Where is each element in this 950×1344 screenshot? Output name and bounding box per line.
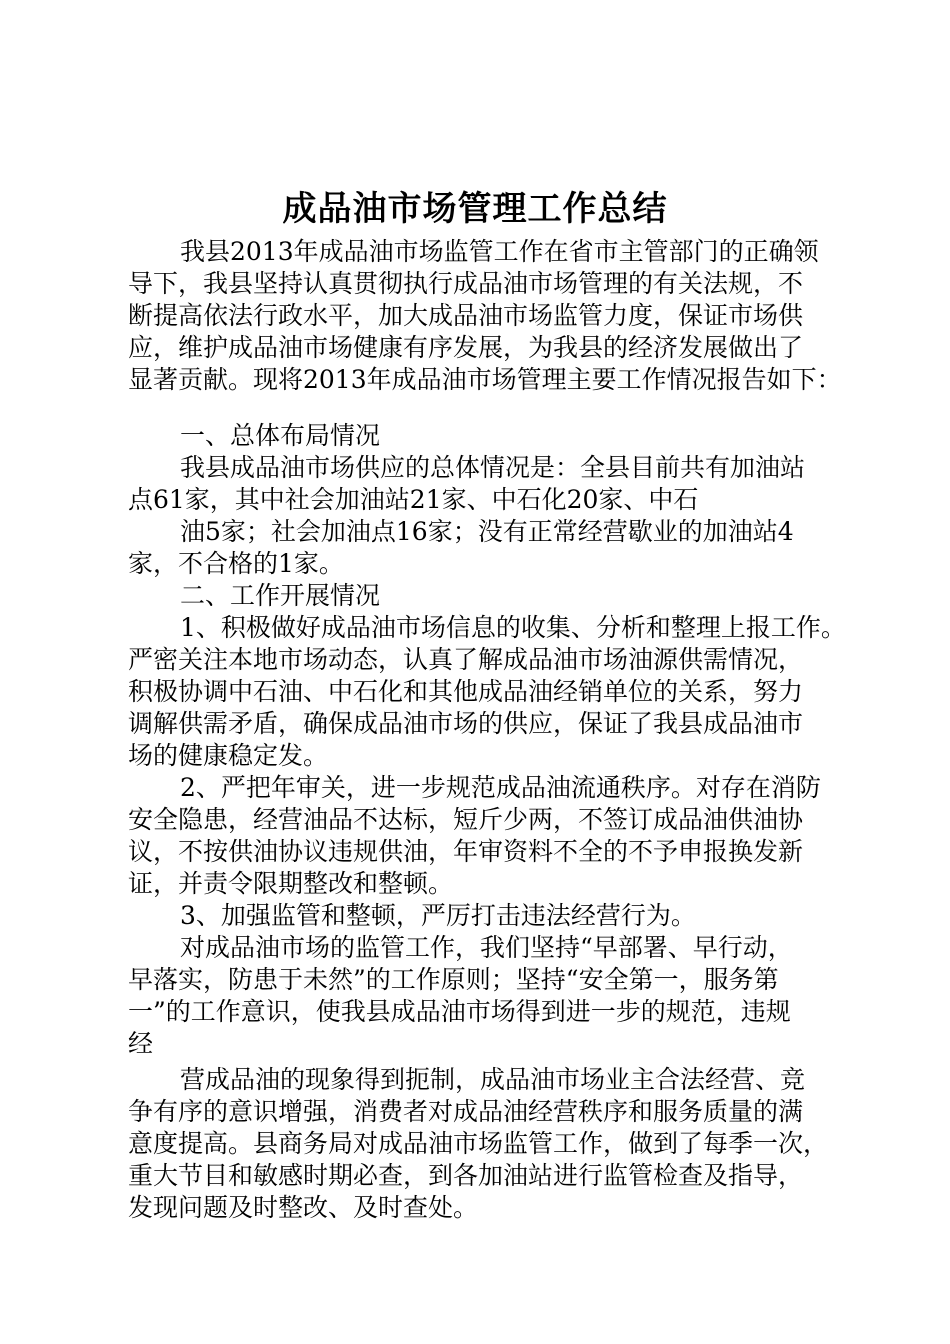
paragraph-line: 家，不合格的1家。 [128,549,344,578]
paragraph-line: 2、严把年审关，进一步规范成品油流通秩序。对存在消防 [180,773,821,802]
paragraph-line: 积极协调中石油、中石化和其他成品油经销单位的关系，努力 [128,677,804,706]
paragraph-line: 营成品油的现象得到扼制，成品油市场业主合法经营、竞 [180,1065,806,1094]
section-heading: 一、总体布局情况 [180,421,381,450]
paragraph-line: 早落实，防患于未然”的工作原则；坚持“安全第一，服务第 [128,965,779,994]
paragraph-line: 意度提高。县商务局对成品油市场监管工作，做到了每季一次， [128,1129,829,1158]
paragraph-line: 点61家，其中社会加油站21家、中石化20家、中石 [128,485,699,514]
paragraph-line: 争有序的意识增强，消费者对成品油经营秩序和服务质量的满 [128,1097,804,1126]
document-title: 成品油市场管理工作总结 [282,189,668,229]
paragraph-line: 一”的工作意识，使我县成品油市场得到进一步的规范，违规 [128,997,791,1026]
paragraph-line: 油5家；社会加油点16家；没有正常经营歇业的加油站4 [180,517,794,546]
paragraph-line: 安全隐患，经营油品不达标，短斤少两，不签订成品油供油协 [128,805,804,834]
paragraph-line: 发现问题及时整改、及时查处。 [128,1193,479,1222]
paragraph-line: 应，维护成品油市场健康有序发展，为我县的经济发展做出了 [128,333,804,362]
paragraph-line: 导下，我县坚持认真贯彻执行成品油市场管理的有关法规，不 [128,269,804,298]
section-heading: 二、工作开展情况 [180,581,381,610]
paragraph-line: 严密关注本地市场动态，认真了解成品油市场油源供需情况， [128,645,804,674]
paragraph-line: 重大节目和敏感时期必查，到各加油站进行监管检查及指导， [128,1161,804,1190]
paragraph-line: 显著贡献。现将2013年成品油市场管理主要工作情况报告如下： [128,365,842,394]
paragraph-line: 我县2013年成品油市场监管工作在省市主管部门的正确领 [180,237,819,266]
paragraph-line: 证，并责令限期整改和整顿。 [128,869,454,898]
paragraph-line: 对成品油市场的监管工作，我们坚持“早部署、早行动， [180,933,793,962]
paragraph-line: 1、积极做好成品油市场信息的收集、分析和整理上报工作。 [180,613,846,642]
paragraph-line: 场的健康稳定发。 [128,741,329,770]
paragraph-line: 断提高依法行政水平，加大成品油市场监管力度，保证市场供 [128,301,804,330]
paragraph-line: 我县成品油市场供应的总体情况是：全县目前共有加油站 [180,453,806,482]
paragraph-line: 经 [128,1029,154,1058]
paragraph-line: 调解供需矛盾，确保成品油市场的供应，保证了我县成品油市 [128,709,804,738]
paragraph-line: 议，不按供油协议违规供油，年审资料不全的不予申报换发新 [128,837,804,866]
paragraph-line: 3、加强监管和整顿，严厉打击违法经营行为。 [180,901,696,930]
